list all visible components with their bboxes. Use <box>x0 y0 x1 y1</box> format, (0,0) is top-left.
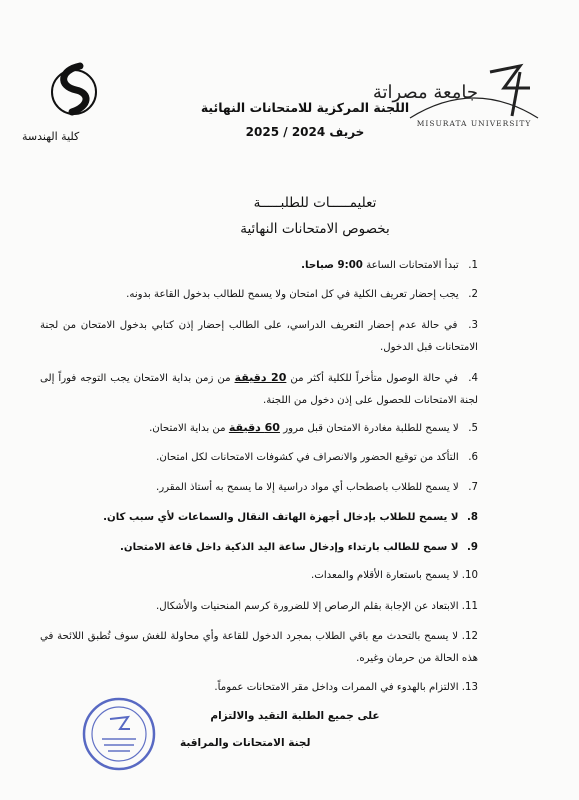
university-arabic-name: جامعة مصراتة <box>372 82 478 103</box>
title-line-1: تعليمـــــات للطلبـــــة <box>253 195 377 211</box>
list-item: 6. التأكد من توقيع الحضور والانصراف في كشوفات الامتحانات لكل امتحان. <box>156 452 478 463</box>
list-item: 11. الابتعاد عن الإجابة بقلم الرصاص إلا للضرورة كرسم المنحنيات والأشكال. <box>156 601 478 612</box>
list-item: 4. في حالة الوصول متأخراً للكلية أكثر من 20 دقيقة من زمن بداية الامتحان يجب التوجه فوراً إلى لجنة الامتحانات للحصول على إذن دخول من اللجنة. <box>40 371 478 406</box>
header-center <box>200 100 410 139</box>
committee-title: اللجنة المركزية للامتحانات النهائية <box>200 100 410 115</box>
list-item: 13. الالتزام بالهدوء في الممرات وداخل مقر الامتحانات عموماً. <box>214 682 478 693</box>
faculty-name: كلية الهندسة <box>22 130 80 143</box>
list-item: 3. في حالة عدم إحضار التعريف الدراسي، على الطالب إحضار إذن كتابي بدخول الامتحان من لجنة الامتحانات قبل الدخول. <box>40 320 478 353</box>
university-english-name: MISURATA UNIVERSITY <box>416 119 532 128</box>
university-logo-icon <box>372 58 540 128</box>
semester-label: خريف 2024 / 2025 <box>245 125 365 139</box>
list-item: 12. لا يسمح بالتحدث مع باقي الطلاب بمجرد الدخول للقاعة وأي محاولة للغش سوف تُطبق اللائحة في هذه الحالة من حرمان وغيره. <box>40 631 478 664</box>
list-item: 5. لا يسمح للطلبة مغادرة الامتحان قبل مرور 60 دقيقة من بداية الامتحان. <box>149 421 478 434</box>
list-item: 10. لا يسمح باستعارة الأقلام والمعدات. <box>310 570 478 581</box>
document-title <box>190 190 440 242</box>
faculty-logo-icon <box>50 62 98 122</box>
closing-note: على جميع الطلبة التقيد والالتزام <box>210 710 380 722</box>
list-item: 1. تبدأ الامتحانات الساعة 9:00 صباحا. <box>301 260 478 271</box>
list-item: 8. لا يسمح للطلاب بإدخال أجهزة الهاتف النقال والسماعات لأي سبب كان. <box>103 512 478 523</box>
list-item: 2. يجب إحضار تعريف الكلية في كل امتحان ولا يسمح للطالب بدخول القاعة بدونه. <box>126 289 478 300</box>
signature-committee: لجنة الامتحانات والمراقبة <box>180 737 311 749</box>
list-item: 9. لا سمح للطالب بارتداء وإدخال ساعة اليد الذكية داخل قاعة الامتحان. <box>120 542 478 553</box>
title-line-2: بخصوص الامتحانات النهائية <box>240 221 390 237</box>
list-item: 7. لا يسمح للطلاب باصطحاب أي مواد دراسية إلا ما يسمح به أستاذ المقرر. <box>155 482 478 493</box>
official-stamp-icon <box>80 695 158 773</box>
